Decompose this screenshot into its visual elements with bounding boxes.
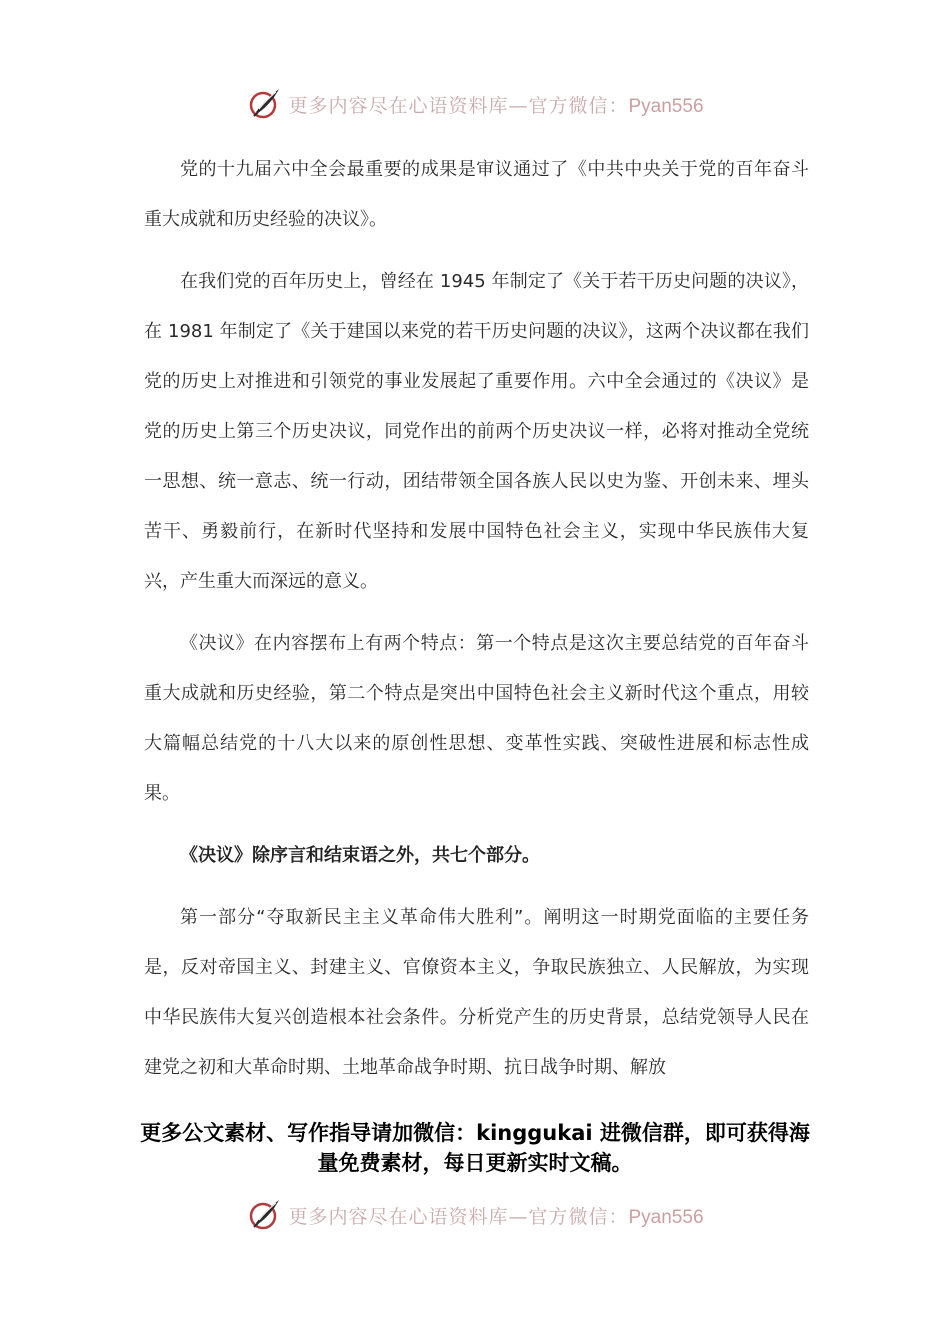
paragraph-3: 《决议》在内容摆布上有两个特点：第一个特点是这次主要总结党的百年奋斗重大成就和历史经验，第二个特点是突出中国特色社会主义新时代这个重点，用较大篇幅总结党的十八大以来的原创性思想、变革性实践、突破性进展和标志性成果。	[144, 633, 809, 804]
document-body	[144, 145, 809, 1105]
watermark-footer	[0, 1195, 950, 1235]
watermark-wechat-id: Pyan556	[628, 1206, 704, 1228]
watermark-caption: 更多内容尽在心语资料库—官方微信：	[288, 1205, 629, 1228]
watermark-caption: 更多内容尽在心语资料库—官方微信：	[288, 94, 629, 117]
watermark-text	[288, 1202, 703, 1229]
quill-logo-icon	[246, 1197, 282, 1233]
quill-logo-icon	[246, 86, 282, 122]
watermark-text	[288, 91, 703, 118]
section-heading: 《决议》除序言和结束语之外，共七个部分。	[180, 845, 540, 866]
promo-footer-note: 更多公文素材、写作指导请加微信：kinggukai 进微信群，即可获得海量免费素材，每日更新实时文稿。	[140, 1121, 810, 1175]
paragraph-5: 第一部分“夺取新民主主义革命伟大胜利”。阐明这一时期党面临的主要任务是，反对帝国主义、封建主义、官僚资本主义，争取民族独立、人民解放，为实现中华民族伟大复兴创造根本社会条件。分析党产生的历史背景，总结党领导人民在建党之初和大革命时期、土地革命战争时期、抗日战争时期、解放	[144, 907, 809, 1078]
watermark-header	[0, 84, 950, 124]
watermark-wechat-id: Pyan556	[628, 95, 704, 117]
paragraph-2: 在我们党的百年历史上，曾经在 1945 年制定了《关于若干历史问题的决议》，在 1981 年制定了《关于建国以来党的若干历史问题的决议》，这两个决议都在我们党的历史上对推进和引领党的事业发展起了重要作用。六中全会通过的《决议》是党的历史上第三个历史决议，同党作出的前两个历史决议一样，必将对推动全党统一思想、统一意志、统一行动，团结带领全国各族人民以史为鉴、开创未来、埋头苦干、勇毅前行，在新时代坚持和发展中国特色社会主义，实现中华民族伟大复兴，产生重大而深远的意义。	[144, 271, 809, 592]
paragraph-1: 党的十九届六中全会最重要的成果是审议通过了《中共中央关于党的百年奋斗重大成就和历史经验的决议》。	[144, 159, 809, 230]
